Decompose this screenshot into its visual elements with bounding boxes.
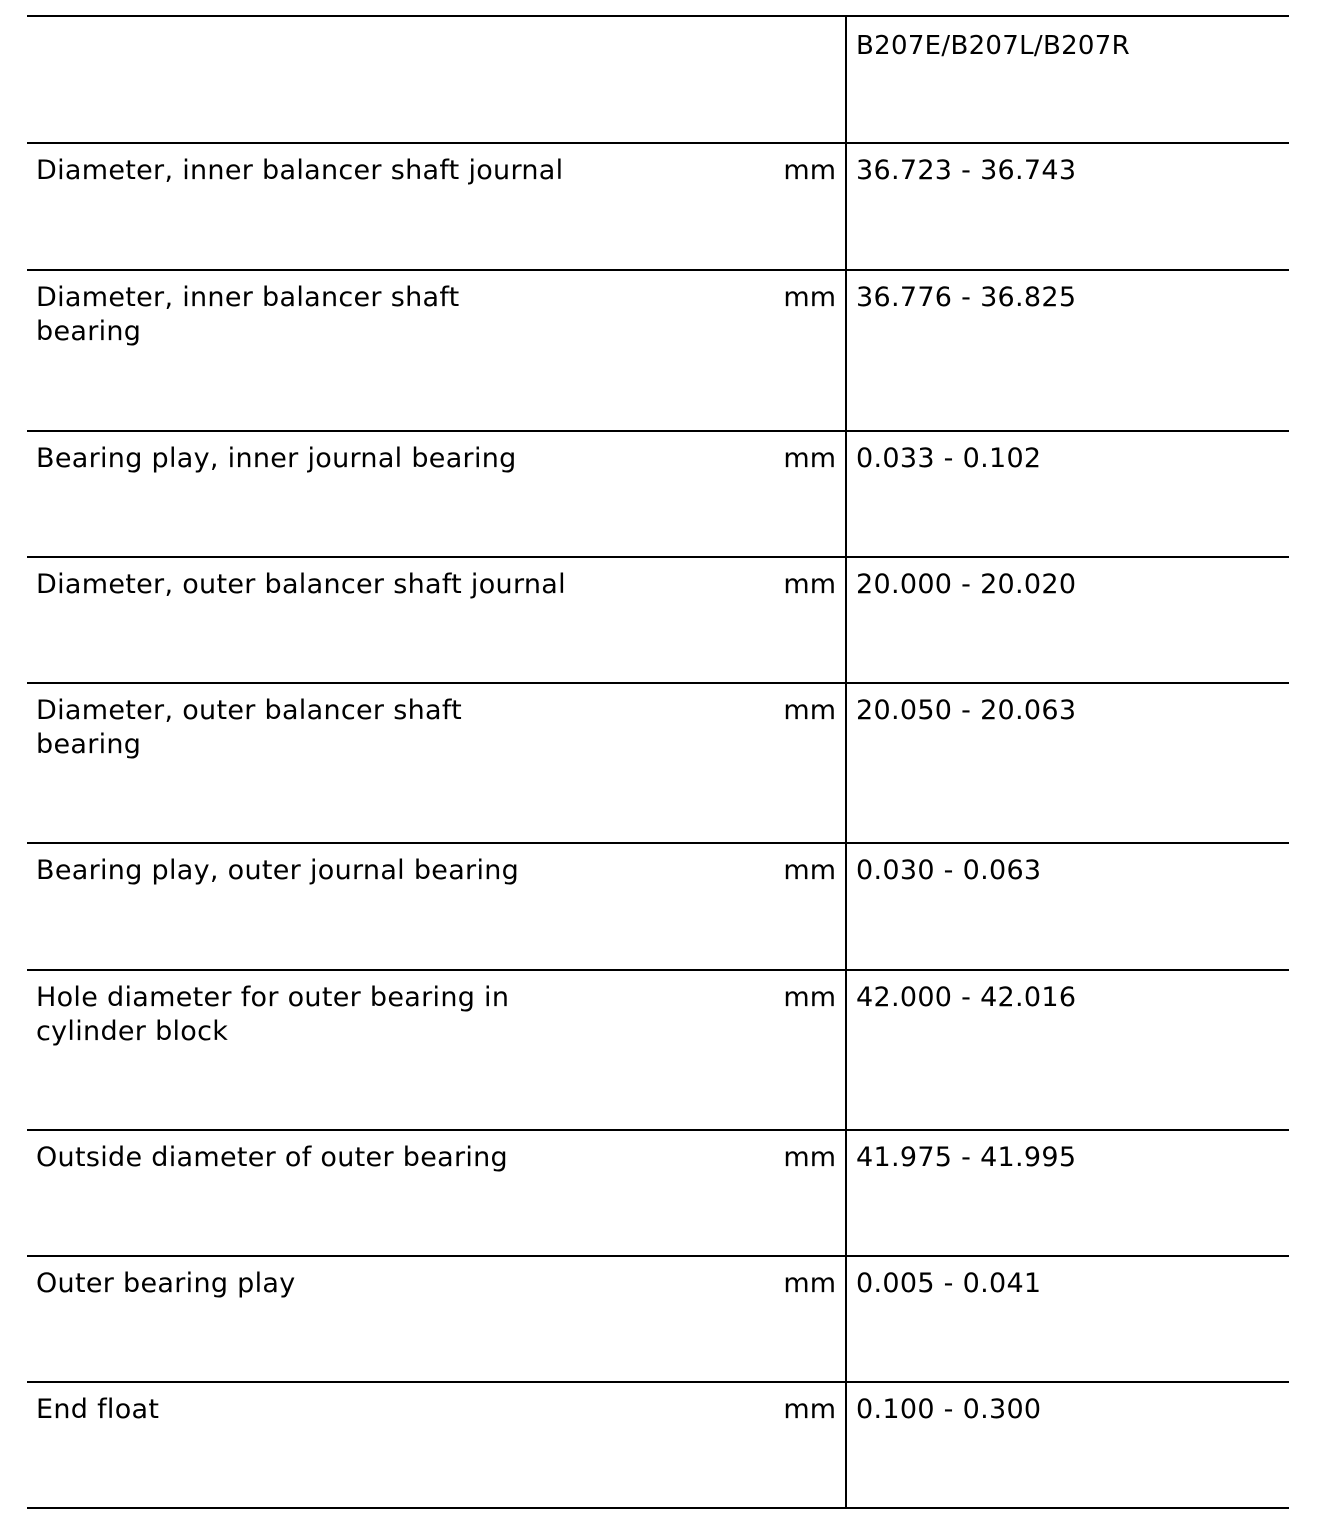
row-label: Outer bearing play: [36, 1268, 296, 1299]
row-value: 36.776 - 36.825: [845, 271, 1289, 430]
row-value: 0.100 - 0.300: [845, 1383, 1289, 1507]
table-row: [27, 430, 1289, 556]
row-label: Diameter, inner balancer shaft bearing: [36, 282, 460, 347]
row-unit: mm: [783, 282, 836, 313]
row-label: Bearing play, inner journal bearing: [36, 443, 517, 474]
row-unit: mm: [783, 443, 836, 474]
row-label: Outside diameter of outer bearing: [36, 1142, 508, 1173]
row-value: 0.033 - 0.102: [845, 432, 1289, 556]
table-row: [27, 556, 1289, 682]
row-value: 36.723 - 36.743: [845, 144, 1289, 269]
row-unit: mm: [783, 569, 836, 600]
row-unit: mm: [783, 1142, 836, 1173]
row-label: Diameter, outer balancer shaft journal: [36, 569, 566, 600]
row-unit: mm: [783, 1268, 836, 1299]
row-value: 41.975 - 41.995: [845, 1131, 1289, 1255]
row-unit: mm: [783, 855, 836, 886]
header-label-cell: [27, 17, 775, 142]
row-label: Hole diameter for outer bearing in cylinder block: [36, 982, 510, 1047]
table-row: [27, 842, 1289, 969]
row-label: Diameter, outer balancer shaft bearing: [36, 695, 463, 760]
table-row: [27, 1381, 1289, 1507]
table-row: [27, 682, 1289, 842]
table-row: [27, 1129, 1289, 1255]
table-row: [27, 969, 1289, 1129]
model-header: B207E/B207L/B207R: [845, 17, 1289, 142]
row-value: 20.000 - 20.020: [845, 558, 1289, 682]
row-value: 0.005 - 0.041: [845, 1257, 1289, 1381]
row-label: End float: [36, 1394, 160, 1425]
row-unit: mm: [783, 695, 836, 726]
row-unit: mm: [783, 155, 836, 186]
row-value: 20.050 - 20.063: [845, 684, 1289, 842]
row-unit: mm: [783, 1394, 836, 1425]
table-row: [27, 1255, 1289, 1381]
table-header-row: [27, 17, 1289, 142]
table-row: [27, 142, 1289, 269]
row-value: 0.030 - 0.063: [845, 844, 1289, 969]
row-label: Bearing play, outer journal bearing: [36, 855, 520, 886]
row-unit: mm: [783, 982, 836, 1013]
table-row: [27, 269, 1289, 430]
row-value: 42.000 - 42.016: [845, 971, 1289, 1129]
spec-table: [27, 15, 1289, 1509]
header-unit-cell: [775, 17, 845, 142]
row-label: Diameter, inner balancer shaft journal: [36, 155, 564, 186]
